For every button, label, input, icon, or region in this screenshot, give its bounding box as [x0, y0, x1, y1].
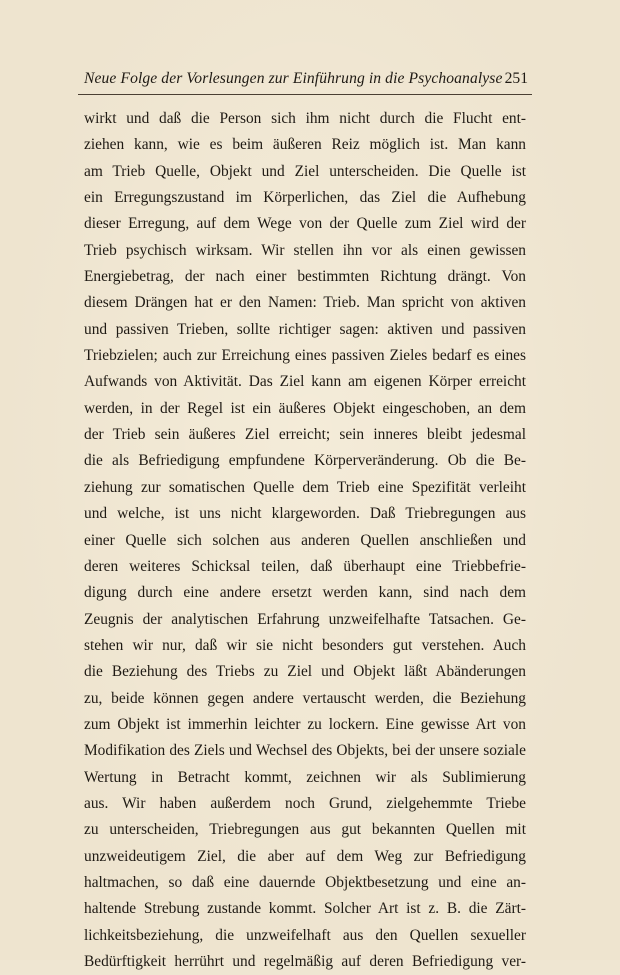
text-line: deren weiteres Schicksal teilen, daß überhaupt eine Triebbefrie- [84, 557, 526, 575]
text-line: haltende Strebung zustande kommt. Solcher Art ist z. B. die Zärt- [84, 900, 526, 918]
text-line: und passiven Trieben, sollte richtiger sagen: aktiven und passiven [84, 320, 526, 338]
text-line: diesem Drängen hat er den Namen: Trieb. Man spricht von aktiven [84, 294, 526, 312]
text-line: lichkeitsbeziehung, die unzweifelhaft aus den Quellen sexueller [84, 926, 526, 944]
text-line: Energiebetrag, der nach einer bestimmten Richtung drängt. Von [84, 268, 526, 286]
running-title: Neue Folge der Vorlesungen zur Einführung in die Psychoanalyse [84, 70, 503, 87]
text-line: der Trieb sein äußeres Ziel erreicht; sein inneres bleibt jedesmal [84, 426, 526, 444]
text-line: einer Quelle sich solchen aus anderen Quellen anschließen und [84, 531, 526, 549]
text-line: wirkt und daß die Person sich ihm nicht durch die Flucht ent- [84, 110, 526, 127]
text-line: die Beziehung des Triebs zu Ziel und Objekt läßt Abänderungen [84, 663, 526, 681]
text-line: ein Erregungszustand im Körperlichen, das Ziel die Aufhebung [84, 189, 526, 207]
text-line: zu unterscheiden, Triebregungen aus gut bekannten Quellen mit [84, 821, 526, 839]
text-line: werden, in der Regel ist ein äußeres Objekt eingeschoben, an dem [84, 399, 526, 417]
text-line: ziehung zur somatischen Quelle dem Trieb eine Spezifität verleiht [84, 478, 526, 496]
text-line: Bedürftigkeit herrührt und regelmäßig auf deren Befriedigung ver- [84, 953, 526, 970]
text-line: zum Objekt ist immerhin leichter zu lockern. Eine gewisse Art von [84, 715, 526, 733]
body-text [84, 106, 526, 975]
text-line: und welche, ist uns nicht klargeworden. Daß Triebregungen aus [84, 505, 526, 523]
text-line: Aufwands von Aktivität. Das Ziel kann am eigenen Körper erreicht [84, 373, 526, 391]
text-line: digung durch eine andere ersetzt werden kann, sind nach dem [84, 584, 526, 602]
text-line: Zeugnis der analytischen Erfahrung unzweifelhafte Tatsachen. Ge- [84, 610, 526, 628]
text-line: aus. Wir haben außerdem noch Grund, zielgehemmte Triebe [84, 794, 526, 812]
text-line: zu, beide können gegen andere vertauscht werden, die Beziehung [84, 689, 526, 707]
text-line: dieser Erregung, auf dem Wege von der Quelle zum Ziel wird der [84, 215, 526, 233]
text-line: die als Befriedigung empfundene Körperveränderung. Ob die Be- [84, 452, 526, 470]
text-line: am Trieb Quelle, Objekt und Ziel unterscheiden. Die Quelle ist [84, 162, 526, 180]
text-line: Wertung in Betracht kommt, zeichnen wir als Sublimierung [84, 768, 526, 786]
text-line: Modifikation des Ziels und Wechsel des Objekts, bei der unsere soziale [84, 742, 526, 760]
page-number: 251 [504, 70, 528, 87]
text-line: haltmachen, so daß eine dauernde Objektbesetzung und eine an- [84, 873, 526, 891]
text-line: unzweideutigem Ziel, die aber auf dem Weg zur Befriedigung [84, 847, 526, 865]
text-line: stehen wir nur, daß wir sie nicht besonders gut verstehen. Auch [84, 636, 526, 654]
text-line: ziehen kann, wie es beim äußeren Reiz möglich ist. Man kann [84, 136, 526, 154]
text-line: Trieb psychisch wirksam. Wir stellen ihn vor als einen gewissen [84, 241, 526, 259]
header-rule [78, 94, 532, 95]
running-head [78, 68, 532, 90]
text-line: Triebzielen; auch zur Erreichung eines passiven Zieles bedarf es eines [84, 347, 526, 365]
